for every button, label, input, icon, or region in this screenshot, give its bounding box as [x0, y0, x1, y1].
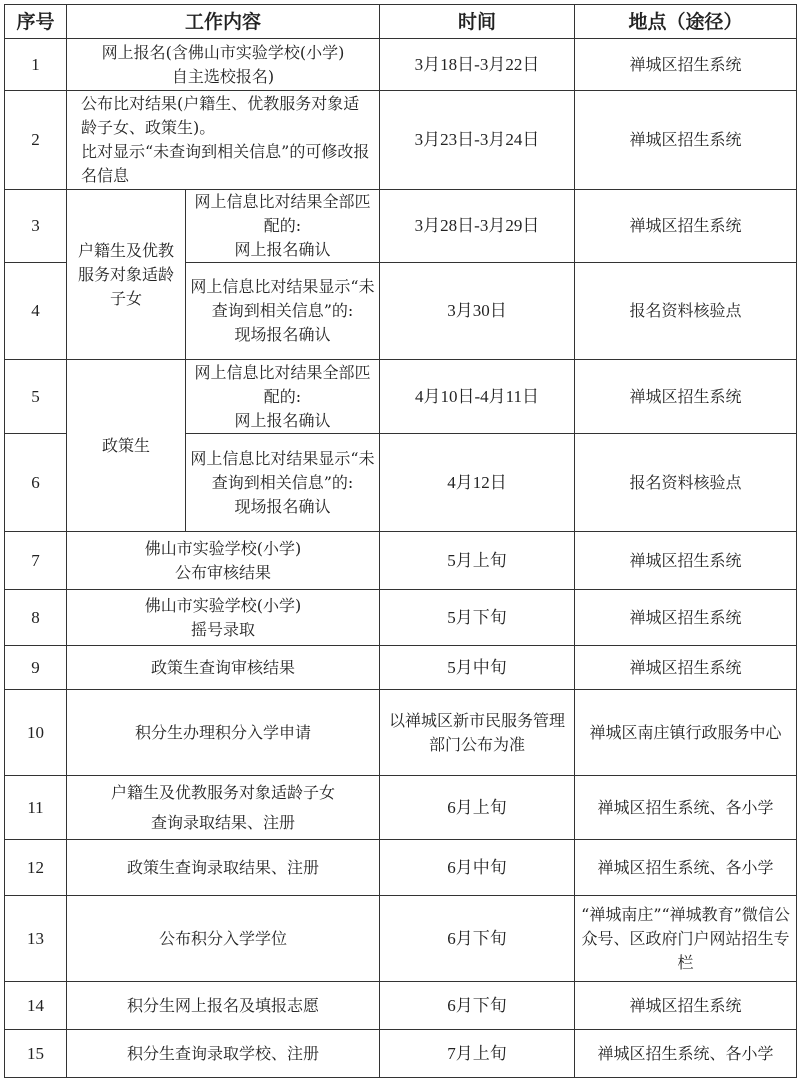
row-time: 6月下旬	[380, 982, 575, 1030]
row-time: 3月23日-3月24日	[380, 91, 575, 190]
header-content: 工作内容	[67, 5, 380, 39]
row-content: 网上信息比对结果全部匹配的: 网上报名确认	[186, 360, 380, 434]
header-time: 时间	[380, 5, 575, 39]
row-content: 积分生查询录取学校、注册	[67, 1030, 380, 1078]
row-place: 禅城区招生系统、各小学	[575, 1030, 797, 1078]
row-time: 4月12日	[380, 434, 575, 532]
row-place: 禅城区招生系统	[575, 360, 797, 434]
row-time: 3月30日	[380, 263, 575, 360]
row-no: 2	[5, 91, 67, 190]
row-content: 政策生查询录取结果、注册	[67, 840, 380, 896]
row-no: 11	[5, 776, 67, 840]
table-row	[5, 982, 797, 1030]
table-row	[5, 532, 797, 590]
header-no: 序号	[5, 5, 67, 39]
enrollment-schedule-table	[4, 4, 797, 1078]
header-row	[5, 5, 797, 39]
row-place: 禅城区招生系统	[575, 532, 797, 590]
row-time: 5月上旬	[380, 532, 575, 590]
row-no: 10	[5, 690, 67, 776]
row-place: 禅城区招生系统	[575, 982, 797, 1030]
table-row	[5, 840, 797, 896]
row-place: 禅城区招生系统	[575, 190, 797, 263]
row-group: 户籍生及优教服务对象适龄子女	[67, 190, 186, 360]
row-content: 网上信息比对结果显示“未查询到相关信息”的: 现场报名确认	[186, 434, 380, 532]
row-content: 积分生网上报名及填报志愿	[67, 982, 380, 1030]
row-no: 15	[5, 1030, 67, 1078]
table-row	[5, 39, 797, 91]
header-place: 地点（途径）	[575, 5, 797, 39]
row-content: 网上报名(含佛山市实验学校(小学) 自主选校报名)	[67, 39, 380, 91]
row-time: 5月中旬	[380, 646, 575, 690]
row-no: 13	[5, 896, 67, 982]
table-row	[5, 896, 797, 982]
row-time: 6月中旬	[380, 840, 575, 896]
row-time: 6月下旬	[380, 896, 575, 982]
row-time: 4月10日-4月11日	[380, 360, 575, 434]
row-content: 网上信息比对结果全部匹配的: 网上报名确认	[186, 190, 380, 263]
row-no: 4	[5, 263, 67, 360]
row-place: “禅城南庄”“禅城教育”微信公众号、区政府门户网站招生专栏	[575, 896, 797, 982]
row-group: 政策生	[67, 360, 186, 532]
row-no: 8	[5, 590, 67, 646]
table-row	[5, 690, 797, 776]
row-place: 禅城区招生系统、各小学	[575, 776, 797, 840]
row-content: 网上信息比对结果显示“未查询到相关信息”的: 现场报名确认	[186, 263, 380, 360]
table-row	[5, 1030, 797, 1078]
row-time: 5月下旬	[380, 590, 575, 646]
row-no: 5	[5, 360, 67, 434]
row-no: 14	[5, 982, 67, 1030]
row-time: 6月上旬	[380, 776, 575, 840]
row-place: 禅城区招生系统、各小学	[575, 840, 797, 896]
row-content: 政策生查询审核结果	[67, 646, 380, 690]
row-time: 3月28日-3月29日	[380, 190, 575, 263]
row-no: 6	[5, 434, 67, 532]
row-place: 禅城区南庄镇行政服务中心	[575, 690, 797, 776]
row-place: 禅城区招生系统	[575, 91, 797, 190]
table-row	[5, 646, 797, 690]
row-no: 12	[5, 840, 67, 896]
row-place: 报名资料核验点	[575, 434, 797, 532]
table-row	[5, 776, 797, 840]
row-place: 禅城区招生系统	[575, 590, 797, 646]
row-place: 报名资料核验点	[575, 263, 797, 360]
row-no: 9	[5, 646, 67, 690]
row-content: 佛山市实验学校(小学) 摇号录取	[67, 590, 380, 646]
row-no: 1	[5, 39, 67, 91]
table-row	[5, 190, 797, 263]
row-no: 7	[5, 532, 67, 590]
row-place: 禅城区招生系统	[575, 39, 797, 91]
row-time: 3月18日-3月22日	[380, 39, 575, 91]
table-row	[5, 360, 797, 434]
row-time: 以禅城区新市民服务管理部门公布为准	[380, 690, 575, 776]
row-no: 3	[5, 190, 67, 263]
row-place: 禅城区招生系统	[575, 646, 797, 690]
row-content: 佛山市实验学校(小学) 公布审核结果	[67, 532, 380, 590]
row-content: 户籍生及优教服务对象适龄子女 查询录取结果、注册	[67, 776, 380, 840]
row-time: 7月上旬	[380, 1030, 575, 1078]
table-row	[5, 590, 797, 646]
row-content: 积分生办理积分入学申请	[67, 690, 380, 776]
table-row	[5, 91, 797, 190]
row-content: 公布积分入学学位	[67, 896, 380, 982]
row-content: 公布比对结果(户籍生、优教服务对象适龄子女、政策生)。 比对显示“未查询到相关信息”的可修改报名信息	[67, 91, 380, 190]
